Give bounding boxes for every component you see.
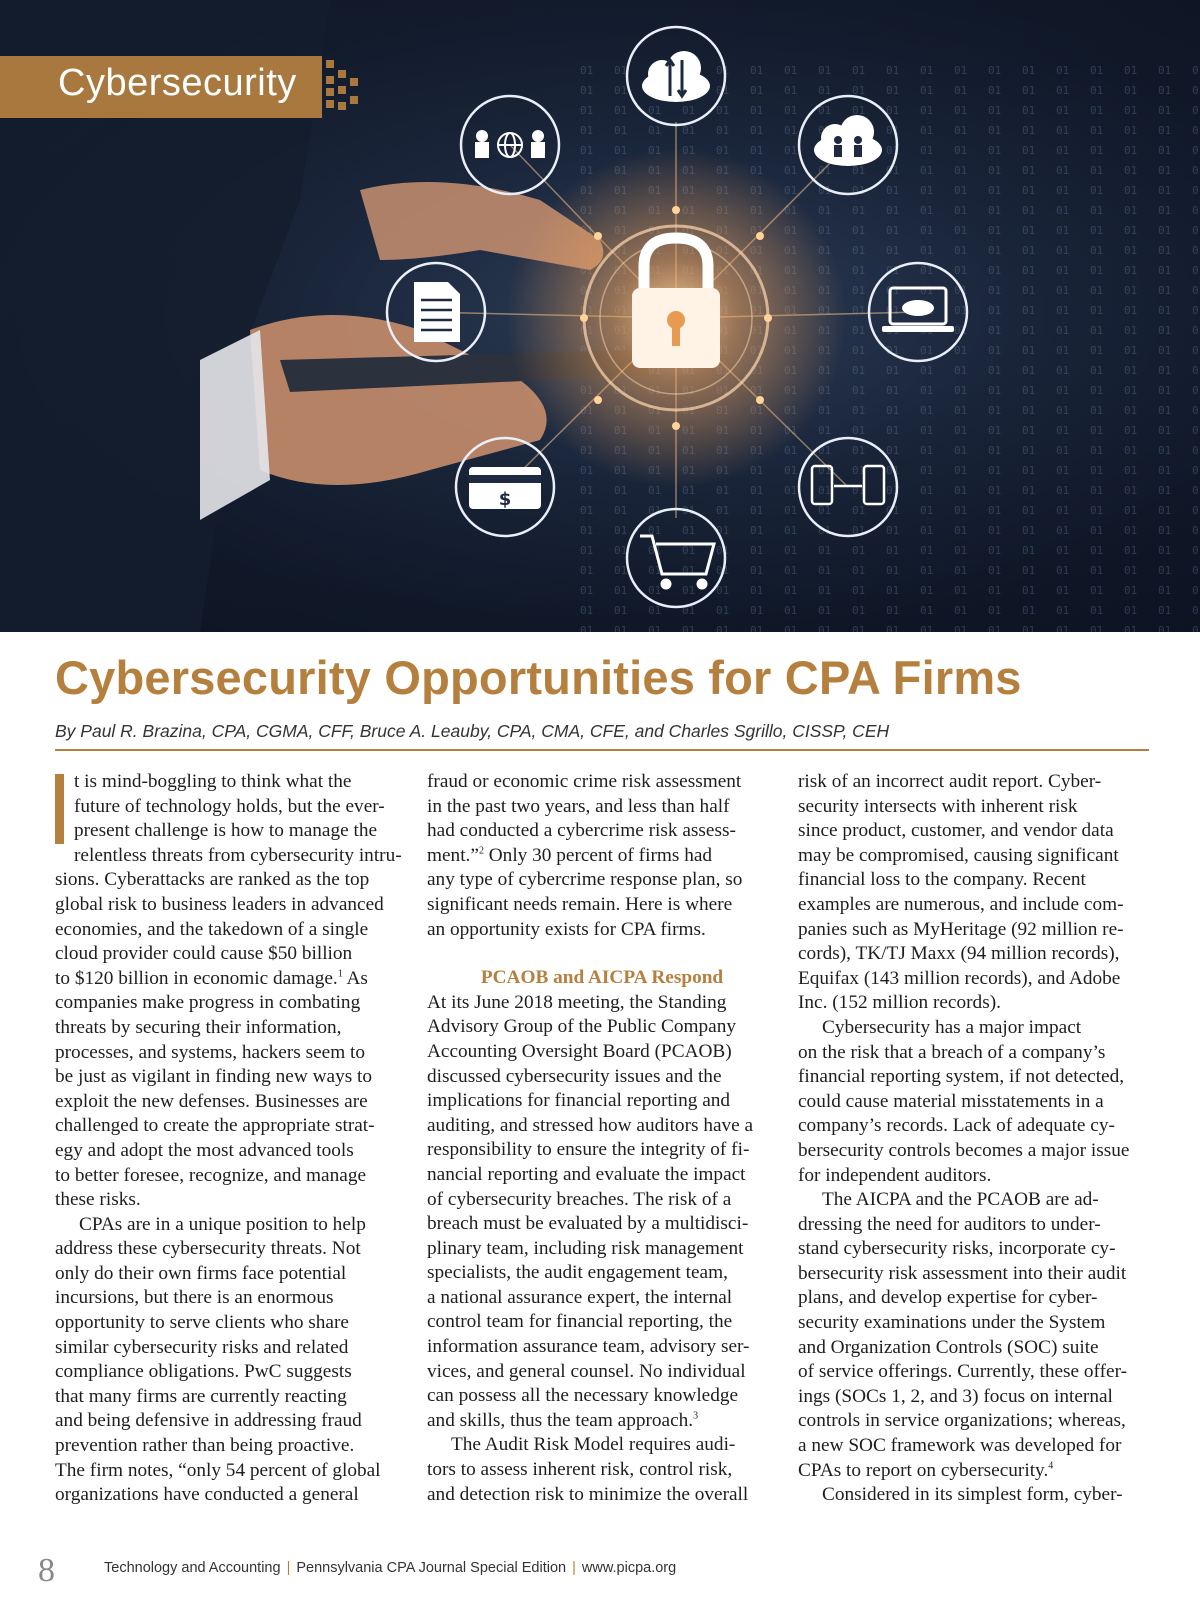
section-label: Cybersecurity: [58, 62, 297, 104]
text-line: t is mind-boggling to think what the: [74, 771, 352, 792]
text-line: an opportunity exists for CPA firms.: [427, 918, 706, 940]
text-line: a national assurance expert, the internal: [427, 1286, 733, 1308]
hero-image: [0, 0, 1200, 632]
text-line: ings (SOCs 1, 2, and 3) focus on internal: [798, 1385, 1113, 1407]
text-line: vices, and general counsel. No individual: [427, 1360, 746, 1382]
paragraph: [427, 770, 777, 942]
title-rule: [55, 749, 1149, 751]
credit-card-icon: [469, 467, 541, 510]
text-line: egy and adopt the most advanced tools: [55, 1139, 354, 1161]
text-line: Cybersecurity has a major impact: [822, 1016, 1082, 1038]
text-line: any type of cybercrime response plan, so: [427, 869, 743, 891]
text-line: can possess all the necessary knowledge: [427, 1385, 739, 1407]
footer-separator: |: [286, 1560, 291, 1576]
text-line: had conducted a cybercrime risk assess-: [427, 820, 736, 842]
footer-publication: Technology and Accounting: [104, 1560, 281, 1576]
footnote-ref[interactable]: 1: [337, 968, 343, 980]
text-line: processes, and systems, hackers seem to: [55, 1041, 366, 1063]
text-line: Considered in its simplest form, cyber-: [822, 1484, 1123, 1506]
text-line: could cause material misstatements in a: [798, 1090, 1104, 1112]
paragraph: [798, 1188, 1148, 1483]
text-line: that many firms are currently reacting: [55, 1385, 347, 1407]
text-line: CPAs to report on cybersecurity.$^4$: [798, 1459, 1054, 1481]
text-line: since product, customer, and vendor data: [798, 820, 1114, 842]
text-line: Advisory Group of the Public Company: [427, 1016, 737, 1038]
page-number: 8: [38, 1552, 55, 1589]
text-line: Accounting Oversight Board (PCAOB): [427, 1040, 732, 1062]
text-line: CPAs are in a unique position to help: [79, 1213, 366, 1235]
text-line: and skills, thus the team approach.$^3$: [427, 1409, 699, 1431]
text-line: of service offerings. Currently, these offer-: [798, 1361, 1128, 1383]
text-line: compliance obligations. PwC suggests: [55, 1361, 352, 1383]
text-line: financial reporting system, if not detected,: [798, 1066, 1125, 1088]
text-line: breach must be evaluated by a multidisci-: [427, 1213, 749, 1235]
text-line: of cybersecurity breaches. The risk of a: [427, 1188, 732, 1210]
text-line: prevention rather than being proactive.: [55, 1435, 355, 1457]
footer-journal: Pennsylvania CPA Journal Special Edition: [296, 1560, 567, 1576]
text-line: security examinations under the System: [798, 1312, 1106, 1334]
text-line: these risks.: [55, 1189, 141, 1211]
text-line: dressing the need for auditors to under-: [798, 1213, 1101, 1235]
text-line: opportunity to serve clients who share: [55, 1312, 349, 1334]
text-line: specialists, the audit engagement team,: [427, 1262, 728, 1284]
text-line: to better foresee, recognize, and manage: [55, 1164, 367, 1186]
text-line: plans, and develop expertise for cyber-: [798, 1287, 1098, 1309]
drop-cap-bar: [55, 774, 64, 844]
document-icon: [414, 282, 460, 342]
text-line: similar cybersecurity risks and related: [55, 1336, 349, 1358]
text-line: The firm notes, “only 54 percent of global: [55, 1459, 381, 1481]
text-line: At its June 2018 meeting, the Standing: [427, 991, 727, 1013]
text-line: on the risk that a breach of a company’s: [798, 1041, 1106, 1063]
text-line: The AICPA and the PCAOB are ad-: [822, 1189, 1099, 1211]
text-line: cloud provider could cause $50 billion: [55, 943, 353, 965]
paragraph: [798, 770, 1148, 1016]
text-line: global risk to business leaders in advanced: [55, 893, 384, 915]
text-line: information assurance team, advisory ser-: [427, 1336, 750, 1358]
footnote-ref[interactable]: 4: [1048, 1460, 1054, 1472]
paragraph: [798, 1483, 1148, 1508]
paragraph: [427, 991, 777, 1434]
text-line: financial loss to the company. Recent: [798, 869, 1086, 891]
text-line: controls in service organizations; whereas,: [798, 1410, 1126, 1432]
text-line: a new SOC framework was developed for: [798, 1435, 1122, 1457]
text-line: bersecurity controls becomes a major issue: [798, 1139, 1130, 1161]
section-subhead: PCAOB and AICPA Respond: [480, 967, 724, 989]
text-line: security intersects with inherent risk: [798, 795, 1078, 817]
text-line: implications for financial reporting and: [427, 1090, 731, 1112]
paragraph: [798, 1016, 1148, 1188]
text-line: fraud or economic crime risk assessment: [427, 771, 742, 792]
text-line: cords), TK/TJ Maxx (94 million records),: [798, 943, 1120, 965]
text-line: challenged to create the appropriate strat-: [55, 1115, 375, 1137]
paragraph: [55, 1213, 401, 1508]
section-tab: [0, 56, 322, 118]
text-line: responsibility to ensure the integrity of fi-: [427, 1139, 750, 1161]
article-column-1: [55, 770, 401, 1508]
text-line: and detection risk to minimize the overall: [427, 1483, 749, 1505]
article-column-2: [427, 770, 777, 1507]
text-line: discussed cybersecurity issues and the: [427, 1065, 722, 1087]
article-byline: By Paul R. Brazina, CPA, CGMA, CFF, Bruce A. Leauby, CPA, CMA, CFE, and Charles Sgrillo, CISSP, CEH: [55, 721, 890, 741]
text-line: economies, and the takedown of a single: [55, 918, 369, 940]
text-line: companies make progress in combating: [55, 992, 361, 1014]
text-line: for independent auditors.: [798, 1164, 992, 1186]
text-line: and Organization Controls (SOC) suite: [798, 1336, 1099, 1358]
text-line: address these cybersecurity threats. Not: [55, 1238, 361, 1260]
text-line: examples are numerous, and include com-: [798, 893, 1124, 915]
text-line: bersecurity risk assessment into their audit: [798, 1262, 1127, 1284]
paragraph: [427, 1433, 777, 1507]
text-line: organizations have conducted a general: [55, 1484, 359, 1506]
text-line: present challenge is how to manage the: [74, 820, 378, 842]
footnote-ref[interactable]: 2: [478, 845, 484, 857]
text-line: relentless threats from cybersecurity intru-: [74, 844, 402, 866]
text-line: Equifax (143 million records), and Adobe: [798, 967, 1121, 989]
text-line: only do their own firms face potential: [55, 1262, 347, 1284]
footer-website-link[interactable]: www.picpa.org: [581, 1560, 677, 1576]
page-footer: [104, 1560, 676, 1576]
text-line: risk of an incorrect audit report. Cyber-: [798, 771, 1102, 792]
text-line: The Audit Risk Model requires audi-: [451, 1434, 736, 1456]
text-line: sions. Cyberattacks are ranked as the top: [55, 869, 370, 891]
text-line: be just as vigilant in finding new ways to: [55, 1066, 373, 1088]
paragraph: [55, 770, 401, 1213]
text-line: auditing, and stressed how auditors have a: [427, 1114, 754, 1136]
text-line: threats by securing their information,: [55, 1016, 342, 1038]
pixel-decoration: [312, 56, 358, 118]
text-line: and being defensive in addressing fraud: [55, 1410, 362, 1432]
text-line: tors to assess inherent risk, control risk,: [427, 1459, 733, 1481]
text-line: nancial reporting and evaluate the impact: [427, 1163, 746, 1185]
svg-text:$: $: [498, 489, 512, 510]
text-line: ment.”$^2$ Only 30 percent of firms had: [427, 844, 713, 866]
text-line: future of technology holds, but the ever-: [74, 795, 385, 817]
footer-separator: |: [572, 1560, 576, 1576]
footnote-ref[interactable]: 3: [693, 1410, 699, 1422]
text-line: may be compromised, causing significant: [798, 844, 1119, 866]
text-line: company’s records. Lack of adequate cy-: [798, 1115, 1115, 1137]
text-line: to $120 billion in economic damage.$^1$ As: [55, 967, 368, 989]
text-line: significant needs remain. Here is where: [427, 893, 733, 915]
article-column-3: [798, 770, 1148, 1508]
text-line: stand cybersecurity risks, incorporate cy-: [798, 1238, 1116, 1260]
text-line: panies such as MyHeritage (92 million re-: [798, 918, 1124, 940]
text-line: control team for financial reporting, the: [427, 1311, 733, 1333]
text-line: in the past two years, and less than half: [427, 795, 730, 817]
text-line: exploit the new defenses. Businesses are: [55, 1090, 368, 1112]
article-title: Cybersecurity Opportunities for CPA Firms: [55, 651, 1022, 704]
text-line: Inc. (152 million records).: [798, 992, 1001, 1014]
text-line: incursions, but there is an enormous: [55, 1287, 334, 1309]
text-line: plinary team, including risk management: [427, 1237, 744, 1259]
